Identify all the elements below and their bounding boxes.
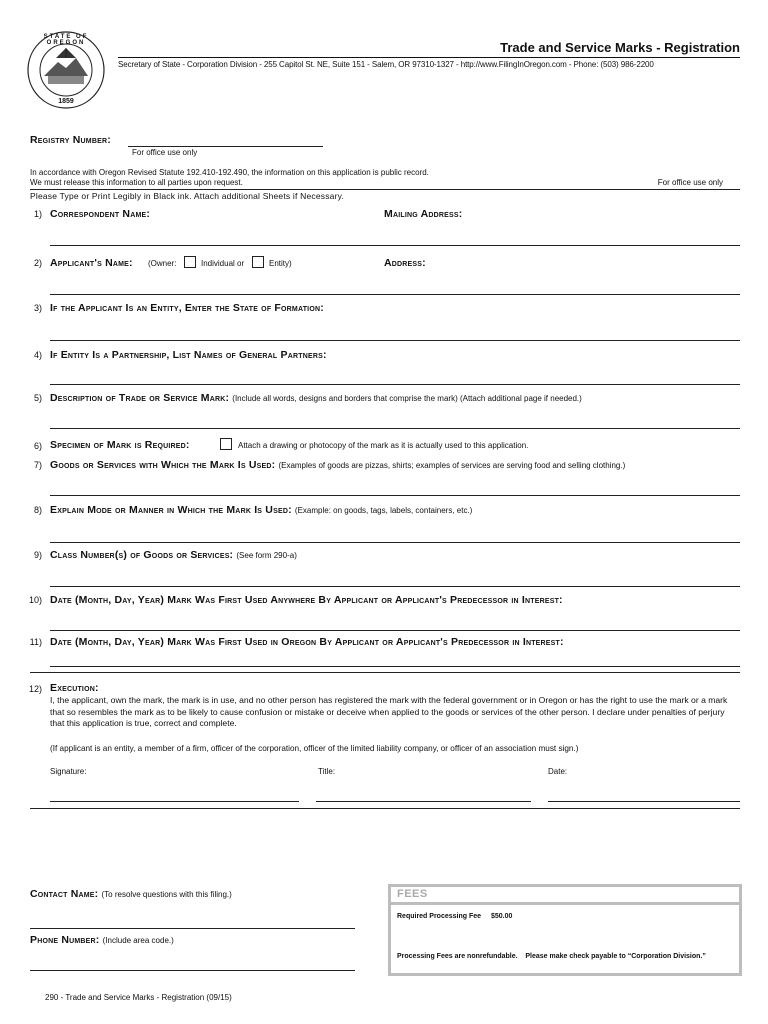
field-10-line[interactable] bbox=[50, 630, 740, 631]
mode-of-use-title: Explain Mode or Manner in Which the Mark Is Used: bbox=[50, 504, 292, 516]
owner-note: (Owner: bbox=[148, 259, 177, 268]
field-4-number: 4) bbox=[33, 350, 42, 360]
fees-heading-rule bbox=[391, 902, 739, 905]
signature-line[interactable] bbox=[50, 801, 299, 802]
seal-top-text: STATE OF OREGON bbox=[43, 34, 89, 46]
header-address: Secretary of State - Corporation Division - 255 Capitol St. NE, Suite 151 - Salem, OR 97310-1327 - http://www.FilingInOregon.com - Phone: (503) 986-2200 bbox=[118, 60, 654, 69]
individual-label: Individual or bbox=[201, 259, 245, 268]
form-title: Trade and Service Marks - Registration bbox=[500, 40, 740, 55]
applicant-name-label: Applicant's Name: bbox=[50, 257, 133, 269]
registry-office-note: For office use only bbox=[132, 148, 198, 157]
specimen-note: Attach a drawing or photocopy of the mark as it is actually used to this application. bbox=[238, 441, 529, 450]
date-line[interactable] bbox=[548, 801, 740, 802]
field-9-line[interactable] bbox=[50, 586, 740, 587]
contact-name-label bbox=[30, 888, 232, 900]
header-rule bbox=[118, 57, 740, 58]
field-3-line[interactable] bbox=[50, 340, 740, 341]
processing-fee-label: Required Processing Fee bbox=[397, 913, 482, 920]
goods-services-note: (Examples of goods are pizzas, shirts; examples of services are serving food and selling clothing.) bbox=[278, 461, 626, 470]
field-1-line[interactable] bbox=[50, 245, 740, 246]
field-11-number: 11) bbox=[29, 637, 42, 647]
phone-number-line[interactable] bbox=[30, 970, 355, 971]
class-number-note: (See form 290-a) bbox=[236, 551, 297, 560]
field-2-number: 2) bbox=[33, 258, 42, 268]
signature-label: Signature: bbox=[50, 767, 87, 776]
general-partners-label: If Entity Is a Partnership, List Names of General Partners: bbox=[50, 349, 327, 361]
field-5-line[interactable] bbox=[50, 428, 740, 429]
phone-number-label bbox=[30, 934, 174, 946]
form-footer: 290 - Trade and Service Marks - Registration (09/15) bbox=[45, 993, 232, 1002]
fees-heading: FEES bbox=[397, 888, 428, 900]
field-8-number: 8) bbox=[33, 505, 42, 515]
title-label: Title: bbox=[318, 767, 336, 776]
date-label: Date: bbox=[548, 767, 568, 776]
state-of-formation-label: If the Applicant Is an Entity, Enter the State of Formation: bbox=[50, 302, 324, 314]
title-line[interactable] bbox=[316, 801, 531, 802]
execution-statement: I, the applicant, own the mark, the mark is in use, and no other person has registered the mark with the federal government or in Oregon or has the right to use the mark or a mark that so resembles the mark as to be likely to cause confusion or mistake or deceive when applied to the goods or services of the other person. I declare under penalties of perjury that this application is true, correct and complete. bbox=[50, 695, 728, 728]
phone-number-title: Phone Number: bbox=[30, 934, 100, 946]
contact-name-title: Contact Name: bbox=[30, 888, 99, 900]
mark-description-note: (Include all words, designs and borders that comprise the mark) (Attach additional page if needed.) bbox=[232, 394, 582, 403]
class-number-title: Class Number(s) of Goods or Services: bbox=[50, 549, 234, 561]
field-5-number: 5) bbox=[33, 393, 42, 403]
field-11-line[interactable] bbox=[50, 666, 740, 667]
contact-name-note: (To resolve questions with this filing.) bbox=[101, 890, 232, 899]
class-number-label bbox=[50, 549, 297, 561]
seal-year: 1859 bbox=[58, 98, 74, 105]
field-6-number: 6) bbox=[33, 441, 42, 451]
registry-number-field[interactable] bbox=[128, 146, 323, 147]
execution-bottom-rule bbox=[30, 808, 740, 809]
field-9-number: 9) bbox=[33, 550, 42, 560]
execution-label: Execution: bbox=[50, 682, 99, 694]
field-3-number: 3) bbox=[33, 303, 42, 313]
field-12-number: 12) bbox=[28, 684, 42, 694]
address-label: Address: bbox=[384, 257, 426, 269]
fees-note: Processing Fees are nonrefundable. Please make check payable to “Corporation Division.” bbox=[397, 953, 706, 960]
field-1-number: 1) bbox=[33, 209, 42, 219]
field-10-number: 10) bbox=[28, 595, 42, 605]
mode-of-use-label bbox=[50, 504, 472, 516]
field-7-line[interactable] bbox=[50, 495, 740, 496]
first-use-oregon-label: Date (Month, Day, Year) Mark Was First Used in Oregon By Applicant or Applicant's Predecessor in Interest: bbox=[50, 636, 564, 648]
correspondent-name-label: Correspondent Name: bbox=[50, 208, 151, 220]
field-8-line[interactable] bbox=[50, 542, 740, 543]
notice-rule bbox=[30, 189, 740, 190]
specimen-label: Specimen of Mark is Required: bbox=[50, 439, 190, 451]
entity-label: Entity) bbox=[269, 259, 292, 268]
first-use-anywhere-label: Date (Month, Day, Year) Mark Was First Used Anywhere By Applicant or Applicant's Predecessor in Interest: bbox=[50, 594, 563, 606]
release-notice: We must release this information to all parties upon request. bbox=[30, 178, 243, 187]
public-record-notice: In accordance with Oregon Revised Statute 192.410-192.490, the information on this application is public record. bbox=[30, 168, 429, 177]
field-7-number: 7) bbox=[33, 460, 42, 470]
phone-number-note: (Include area code.) bbox=[102, 936, 174, 945]
processing-fee-amount: $50.00 bbox=[491, 913, 513, 920]
contact-name-line[interactable] bbox=[30, 928, 355, 929]
field-2-line[interactable] bbox=[50, 294, 740, 295]
individual-checkbox[interactable] bbox=[184, 256, 196, 268]
specimen-checkbox[interactable] bbox=[220, 438, 232, 450]
mark-description-label bbox=[50, 392, 582, 404]
registry-number-label: Registry Number: bbox=[30, 134, 111, 146]
entity-checkbox[interactable] bbox=[252, 256, 264, 268]
field-4-line[interactable] bbox=[50, 384, 740, 385]
instructions: Please Type or Print Legibly in Black ink. Attach additional Sheets if Necessary. bbox=[30, 191, 345, 201]
mark-description-title: Description of Trade or Service Mark: bbox=[50, 392, 230, 404]
section-rule bbox=[30, 672, 740, 673]
mode-of-use-note: (Example: on goods, tags, labels, containers, etc.) bbox=[294, 506, 473, 515]
entity-signature-note: (If applicant is an entity, a member of a firm, officer of the corporation, officer of the limited liability company, or officer of an association must sign.) bbox=[50, 744, 579, 753]
mailing-address-label: Mailing Address: bbox=[384, 208, 463, 220]
office-use-note: For office use only bbox=[657, 178, 723, 187]
fees-box bbox=[388, 884, 742, 976]
goods-services-title: Goods or Services with Which the Mark Is Used: bbox=[50, 459, 276, 471]
goods-services-label bbox=[50, 459, 625, 471]
